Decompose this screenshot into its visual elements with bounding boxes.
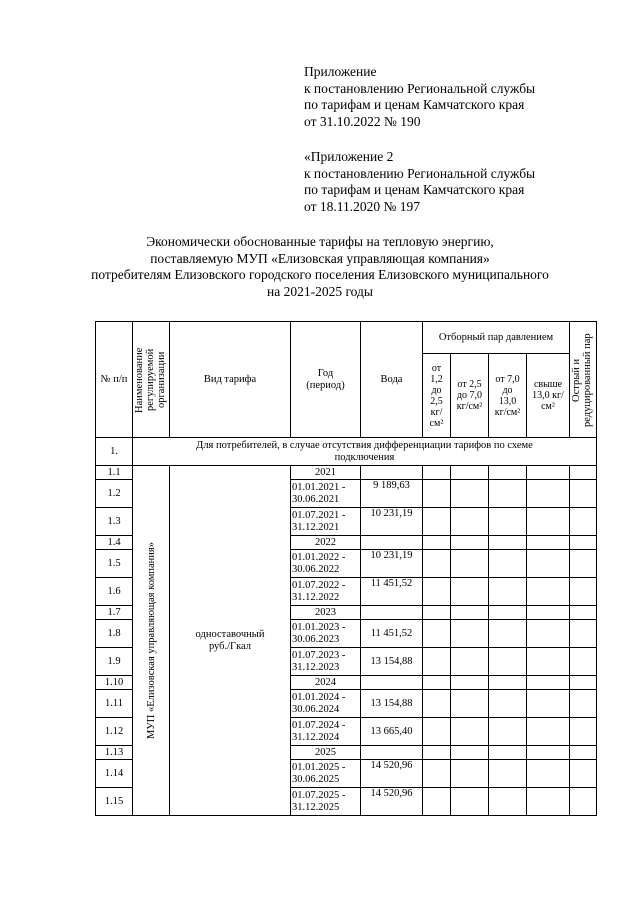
header-water: Вода [361,322,423,438]
row-water: 11 451,52 [361,620,423,648]
row-period: 01.01.2021 - 30.06.2021 [291,480,361,508]
annex-line: по тарифам и ценам Камчатского края [304,182,525,197]
section-label: Для потребителей, в случае отсутствия дифференциации тарифов по схеме подключения [133,438,597,466]
header-num: № п/п [96,322,133,438]
row-period: 01.01.2022 - 30.06.2022 [291,550,361,578]
row-period: 01.07.2024 - 31.12.2024 [291,718,361,746]
annex-line: от 31.10.2022 № 190 [304,113,421,129]
section-row [96,438,597,466]
section-num: 1. [96,438,133,466]
row-num: 1.6 [96,578,133,606]
annex-line: от 18.11.2020 № 197 [304,198,420,214]
row-num: 1.15 [96,788,133,816]
row-num: 1.4 [96,536,133,550]
header-org: Наименование регулируемой организации [133,322,170,438]
row-num: 1.3 [96,508,133,536]
row-water [361,746,423,760]
row-period: 2021 [291,466,361,480]
row-water: 14 520,96 [361,788,423,816]
table-row [96,466,597,480]
annex-line: к постановлению Региональной службы [304,165,536,181]
row-period: 01.07.2021 - 31.12.2021 [291,508,361,536]
row-period: 2025 [291,746,361,760]
annex-line: Приложение [304,64,377,79]
header-pressure-2: от 2,5 до 7,0 кг/см² [451,354,489,438]
row-water: 10 231,19 [361,508,423,536]
row-period: 01.01.2023 - 30.06.2023 [291,620,361,648]
row-period: 2024 [291,676,361,690]
header-pressure-3: от 7,0 до 13,0 кг/см² [489,354,527,438]
row-period: 01.01.2025 - 30.06.2025 [291,760,361,788]
row-water: 10 231,19 [361,550,423,578]
row-num: 1.12 [96,718,133,746]
document-title [20,234,620,300]
row-period: 2023 [291,606,361,620]
row-water: 13 154,88 [361,690,423,718]
header-period: Год (период) [291,322,361,438]
row-period: 01.07.2022 - 31.12.2022 [291,578,361,606]
row-water [361,676,423,690]
row-water: 9 189,63 [361,480,423,508]
row-water: 14 520,96 [361,760,423,788]
tariff-unit-line: руб./Гкал [208,640,252,652]
title-line: Экономически обоснованные тарифы на тепловую энергию, [146,234,494,249]
row-num: 1.2 [96,480,133,508]
row-num: 1.8 [96,620,133,648]
header-pressure-4: свыше 13,0 кг/см² [527,354,570,438]
row-water: 13 665,40 [361,718,423,746]
header-steam: Отборный пар давлением [423,322,570,354]
annex-line: по тарифам и ценам Камчатского края [304,97,525,112]
title-line: на 2021-2025 годы [267,283,373,299]
row-period: 01.01.2024 - 30.06.2024 [291,690,361,718]
row-num: 1.11 [96,690,133,718]
row-period: 2022 [291,536,361,550]
title-line: поставляемую МУП «Елизовская управляющая компания» [150,250,490,266]
row-num: 1.10 [96,676,133,690]
tariff-type-line: одноставочный [195,629,265,640]
header-pressure-1: от 1,2 до 2,5 кг/см² [423,354,451,438]
annex-line: «Приложение 2 [304,149,394,164]
tariff-table [95,321,597,816]
row-num: 1.14 [96,760,133,788]
row-period: 01.07.2025 - 31.12.2025 [291,788,361,816]
row-num: 1.9 [96,648,133,676]
row-water [361,466,423,480]
header-tariff-type: Вид тарифа [170,322,291,438]
header-live-steam: Острый и редуцированный пар [570,322,597,438]
title-line: потребителям Елизовского городского поселения Елизовского муниципального [91,267,549,282]
row-water: 11 451,52 [361,578,423,606]
row-num: 1.5 [96,550,133,578]
row-num: 1.1 [96,466,133,480]
row-water [361,536,423,550]
row-water [361,606,423,620]
annex-line: к постановлению Региональной службы [304,80,536,96]
org-name-cell: МУП «Елизовская управляющая компания» [133,466,170,816]
annex-block-current [304,64,535,130]
tariff-type-cell [170,466,291,816]
row-period: 01.07.2023 - 31.12.2023 [291,648,361,676]
row-num: 1.13 [96,746,133,760]
row-water: 13 154,88 [361,648,423,676]
annex-block-original [304,149,535,215]
row-num: 1.7 [96,606,133,620]
